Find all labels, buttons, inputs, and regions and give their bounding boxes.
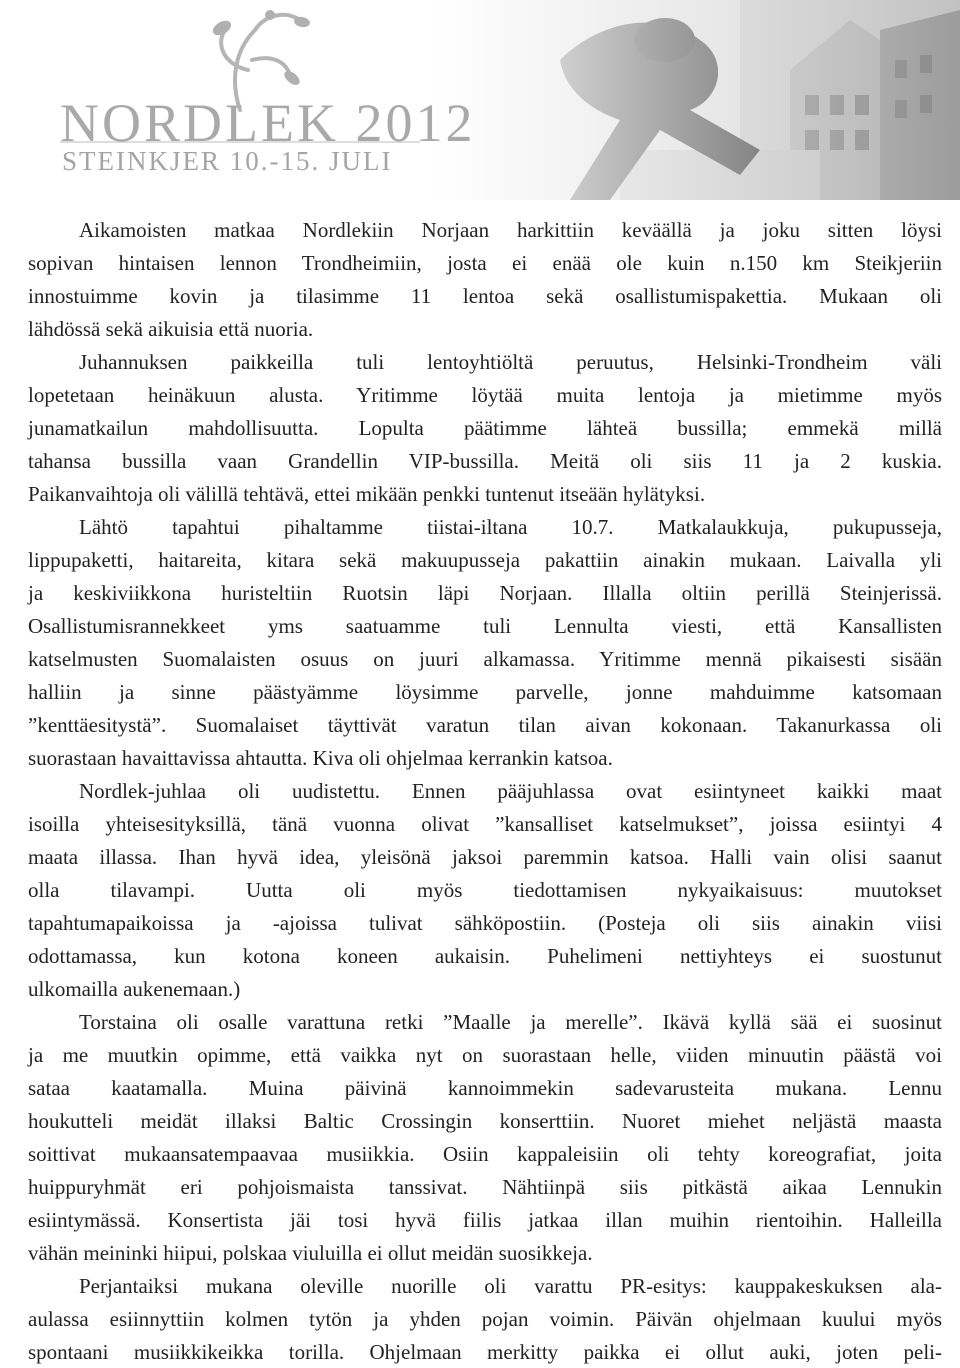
text-line: lopetetaan heinäkuun alusta. Yritimme löytää muita lentoja ja mietimme myös [28,383,942,407]
logo-title: NORDLEK 2012 [60,93,476,153]
logo-subtitle: STEINKJER 10.-15. JULI [62,146,393,176]
text-line: ”kenttäesitystä”. Suomalaiset täyttivät varatun tilan aivan kokonaan. Takanurkassa oli [28,713,942,737]
text-line: Paikanvaihtoja oli välillä tehtävä, ettei mikään penkki tuntenut itseään hylätyksi. [28,482,706,506]
text-line: aulassa esiinnyttiin kolmen tytön ja yhden pojan voimin. Päivän ohjelmaan kuului myös [28,1307,942,1331]
text-line: Nordlek-juhlaa oli uudistettu. Ennen pääjuhlassa ovat esiintyneet kaikki maat [79,779,942,803]
text-line: halliin ja sinne päästyämme löysimme parvelle, jonne mahduimme katsomaan [28,680,942,704]
text-line: Lähtö tapahtui pihaltamme tiistai-iltana 10.7. Matkalaukkuja, pukupusseja, [79,515,942,539]
text-line: soittivat mukaansatempaavaa musiikkia. Osiin kappaleisiin oli tehty koreografiat, joita [28,1142,942,1166]
text-line: lähdössä sekä aikuisia että nuoria. [28,317,314,341]
text-line: Torstaina oli osalle varattuna retki ”Maalle ja merelle”. Ikävä kyllä sää ei suosinut [79,1010,942,1034]
text-line: odottamassa, kun kotona koneen aukaisin. Puhelimeni nettiyhteys ei suostunut [28,944,942,968]
text-line: sopivan hintaisen lennon Trondheimiin, josta ei enää ole kuin n.150 km Steikjeriin [28,251,942,275]
text-line: esiintymässä. Konsertista jäi tosi hyvä fiilis jatkaa illan muihin rientoihin. Halleilla [28,1208,942,1232]
text-line: ja me muutkin opimme, että vaikka nyt on suorastaan helle, viiden minuutin päästä voi [28,1043,942,1067]
text-line: tapahtumapaikoissa ja -ajoissa tulivat sähköpostiin. (Posteja oli siis ainakin viisi [28,911,942,935]
text-line: suorastaan havaittavissa ahtautta. Kiva oli ohjelmaa kerrankin katsoa. [28,746,613,770]
text-line: spontaani musiikkikeikka torilla. Ohjelmaan merkitty paikka ei ollut auki, joten peli- [28,1340,942,1364]
text-line: Osallistumisrannekkeet yms saatuamme tuli Lennulta viesti, että Kansallisten [28,614,942,638]
text-line: Aikamoisten matkaa Nordlekiin Norjaan harkittiin keväällä ja joku sitten löysi [79,218,942,242]
text-line: lippupaketti, haitareita, kitara sekä makuupusseja pakattiin ainakin mukaan. Laivalla yli [28,548,942,572]
text-line: vähän meininki hiipui, polskaa viuluilla ei ollut meidän suosikkeja. [28,1241,593,1265]
text-line: olla tilavampi. Uutta oli myös tiedottamisen nykyaikaisuus: muutokset [28,878,942,902]
text-line: houkutteli meidät illaksi Baltic Crossingin konserttiin. Nuoret miehet neljästä maasta [28,1109,942,1133]
text-line: maata illassa. Ihan hyvä idea, yleisönä jaksoi paremmin katsoa. Halli vain olisi saanut [28,845,942,869]
text-line: ja keskiviikkona huristeltiin Ruotsin läpi Norjaan. Illalla oltiin perillä Steinjerissä. [28,581,942,605]
text-line: innostuimme kovin ja tilasimme 11 lentoa sekä osallistumispakettia. Mukaan oli [28,284,942,308]
text-line: junamatkailun mahdollisuutta. Lopulta päätimme lähteä bussilla; emmekä millä [28,416,942,440]
header-banner [0,0,960,200]
text-line: tahansa bussilla vaan Grandellin VIP-bussilla. Meitä oli siis 11 ja 2 kuskia. [28,449,942,473]
text-line: ulkomailla aukenemaan.) [28,977,241,1001]
text-line: huippuryhmät eri pohjoismaista tanssivat. Nähtiinpä siis pitkästä aikaa Lennukin [28,1175,942,1199]
text-line: isoilla yhteisesityksillä, tänä vuonna olivat ”kansalliset katselmukset”, joissa esiintyi 4 [28,812,942,836]
text-line: sataa kaatamalla. Muina päivinä kannoimmekin sadevarusteita mukana. Lennu [28,1076,942,1100]
text-line: Perjantaiksi mukana oleville nuorille oli varattu PR-esitys: kauppakeskuksen ala- [79,1274,942,1298]
text-line: Juhannuksen paikkeilla tuli lentoyhtiöltä peruutus, Helsinki-Trondheim väli [79,350,942,374]
text-line: katselmusten Suomalaisten osuus on juuri alkamassa. Yritimme mennä pikaisesti sisään [28,647,942,671]
